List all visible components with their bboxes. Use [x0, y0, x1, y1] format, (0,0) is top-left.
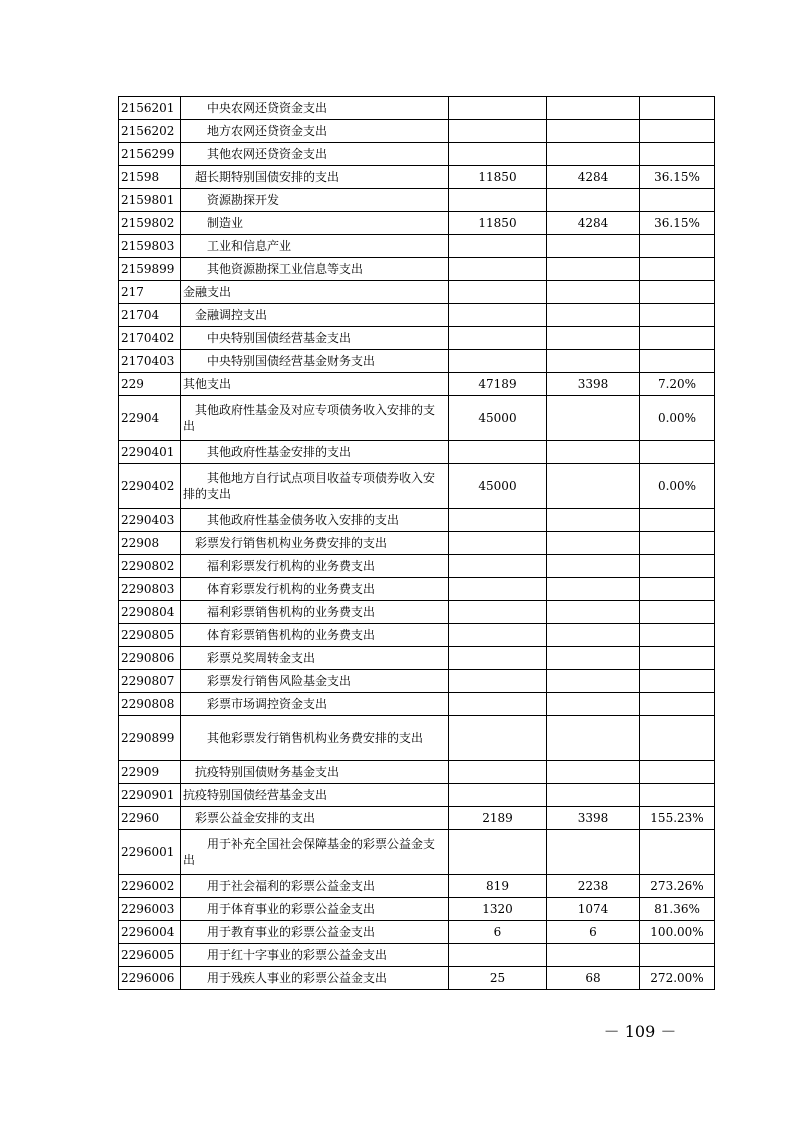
- row-name: 金融支出: [181, 281, 449, 304]
- row-value-c: 100.00%: [640, 921, 715, 944]
- row-name: 其他政府性基金安排的支出: [181, 441, 449, 464]
- row-value-b: 3398: [547, 373, 640, 396]
- table-row: [119, 97, 715, 120]
- row-value-c: [640, 281, 715, 304]
- row-value-c: [640, 235, 715, 258]
- row-value-a: [449, 258, 547, 281]
- table-row: [119, 830, 715, 875]
- row-name: 抗疫特别国债经营基金支出: [181, 784, 449, 807]
- row-value-b: 4284: [547, 212, 640, 235]
- row-value-b: [547, 304, 640, 327]
- row-value-c: 155.23%: [640, 807, 715, 830]
- table-row: [119, 327, 715, 350]
- row-value-b: [547, 509, 640, 532]
- table-row: [119, 693, 715, 716]
- table-row: [119, 509, 715, 532]
- row-value-a: [449, 784, 547, 807]
- row-value-a: 11850: [449, 166, 547, 189]
- row-value-a: 6: [449, 921, 547, 944]
- row-name: 彩票市场调控资金支出: [181, 693, 449, 716]
- row-value-c: [640, 716, 715, 761]
- row-value-b: [547, 143, 640, 166]
- row-code: 2290899: [119, 716, 181, 761]
- row-value-a: 11850: [449, 212, 547, 235]
- table-row: [119, 120, 715, 143]
- row-code: 21598: [119, 166, 181, 189]
- row-value-c: [640, 761, 715, 784]
- row-value-b: [547, 97, 640, 120]
- row-value-a: [449, 944, 547, 967]
- row-name: 其他资源勘探工业信息等支出: [181, 258, 449, 281]
- row-value-c: 0.00%: [640, 396, 715, 441]
- page-number: － 109 －: [603, 1022, 677, 1041]
- row-code: 2296002: [119, 875, 181, 898]
- row-name: 福利彩票发行机构的业务费支出: [181, 555, 449, 578]
- table-row: [119, 555, 715, 578]
- row-value-b: [547, 258, 640, 281]
- table-row: [119, 258, 715, 281]
- row-code: 2290402: [119, 464, 181, 509]
- row-name: 用于教育事业的彩票公益金支出: [181, 921, 449, 944]
- row-value-c: [640, 327, 715, 350]
- row-value-b: 6: [547, 921, 640, 944]
- row-value-a: [449, 304, 547, 327]
- row-value-a: [449, 189, 547, 212]
- row-value-b: [547, 601, 640, 624]
- row-code: 2290401: [119, 441, 181, 464]
- row-code: 2290804: [119, 601, 181, 624]
- row-value-c: [640, 143, 715, 166]
- row-code: 2290403: [119, 509, 181, 532]
- row-value-c: [640, 601, 715, 624]
- row-value-a: [449, 120, 547, 143]
- row-value-c: [640, 784, 715, 807]
- row-name: 地方农网还贷资金支出: [181, 120, 449, 143]
- table-row: [119, 189, 715, 212]
- row-code: 2290803: [119, 578, 181, 601]
- row-value-a: 45000: [449, 464, 547, 509]
- row-code: 2296003: [119, 898, 181, 921]
- row-code: 22908: [119, 532, 181, 555]
- row-code: 2290807: [119, 670, 181, 693]
- row-code: 2170402: [119, 327, 181, 350]
- row-code: 217: [119, 281, 181, 304]
- row-code: 2156202: [119, 120, 181, 143]
- table-row: [119, 647, 715, 670]
- row-value-a: 819: [449, 875, 547, 898]
- table-row: [119, 601, 715, 624]
- row-value-c: [640, 258, 715, 281]
- row-value-b: [547, 120, 640, 143]
- row-name: 用于体育事业的彩票公益金支出: [181, 898, 449, 921]
- row-value-c: [640, 830, 715, 875]
- row-value-c: [640, 304, 715, 327]
- row-value-b: [547, 670, 640, 693]
- row-name: 用于社会福利的彩票公益金支出: [181, 875, 449, 898]
- row-value-b: [547, 693, 640, 716]
- row-value-a: 47189: [449, 373, 547, 396]
- row-code: 22904: [119, 396, 181, 441]
- row-code: 2290802: [119, 555, 181, 578]
- row-code: 2296004: [119, 921, 181, 944]
- row-value-a: [449, 601, 547, 624]
- row-name: 中央农网还贷资金支出: [181, 97, 449, 120]
- row-name: 彩票公益金安排的支出: [181, 807, 449, 830]
- row-value-b: [547, 784, 640, 807]
- row-value-a: [449, 830, 547, 875]
- table-row: [119, 578, 715, 601]
- row-value-b: [547, 647, 640, 670]
- row-value-b: [547, 761, 640, 784]
- table-row: [119, 784, 715, 807]
- row-value-a: [449, 143, 547, 166]
- table-row: [119, 875, 715, 898]
- row-code: 2156299: [119, 143, 181, 166]
- row-value-b: [547, 350, 640, 373]
- row-code: 2290805: [119, 624, 181, 647]
- row-name: 其他政府性基金及对应专项债务收入安排的支出: [181, 396, 449, 441]
- table-row: [119, 441, 715, 464]
- row-value-b: 4284: [547, 166, 640, 189]
- row-value-a: [449, 647, 547, 670]
- row-value-b: [547, 716, 640, 761]
- row-value-b: [547, 396, 640, 441]
- row-value-b: [547, 555, 640, 578]
- row-value-b: 68: [547, 967, 640, 990]
- table-row: [119, 235, 715, 258]
- row-code: 229: [119, 373, 181, 396]
- row-name: 彩票兑奖周转金支出: [181, 647, 449, 670]
- row-code: 2156201: [119, 97, 181, 120]
- row-value-c: [640, 693, 715, 716]
- row-value-a: [449, 761, 547, 784]
- table-row: [119, 716, 715, 761]
- row-code: 2290806: [119, 647, 181, 670]
- row-value-c: 7.20%: [640, 373, 715, 396]
- row-value-b: [547, 464, 640, 509]
- row-name: 彩票发行销售机构业务费安排的支出: [181, 532, 449, 555]
- row-name: 中央特别国债经营基金支出: [181, 327, 449, 350]
- row-value-a: 45000: [449, 396, 547, 441]
- row-value-a: [449, 716, 547, 761]
- row-value-a: 25: [449, 967, 547, 990]
- row-value-c: [640, 189, 715, 212]
- row-value-b: 3398: [547, 807, 640, 830]
- row-value-a: [449, 235, 547, 258]
- table-row: [119, 166, 715, 189]
- row-code: 2296005: [119, 944, 181, 967]
- table-row: [119, 944, 715, 967]
- row-value-c: [640, 578, 715, 601]
- table-row: [119, 761, 715, 784]
- row-code: 21704: [119, 304, 181, 327]
- row-name: 制造业: [181, 212, 449, 235]
- row-value-c: [640, 532, 715, 555]
- row-value-c: 272.00%: [640, 967, 715, 990]
- row-code: 2296001: [119, 830, 181, 875]
- table-row: [119, 532, 715, 555]
- row-name: 其他农网还贷资金支出: [181, 143, 449, 166]
- table-row: [119, 373, 715, 396]
- row-name: 福利彩票销售机构的业务费支出: [181, 601, 449, 624]
- row-value-b: 2238: [547, 875, 640, 898]
- row-value-c: 273.26%: [640, 875, 715, 898]
- row-value-b: [547, 189, 640, 212]
- table-row: [119, 350, 715, 373]
- row-value-c: [640, 97, 715, 120]
- row-value-c: 36.15%: [640, 166, 715, 189]
- table-row: [119, 807, 715, 830]
- row-value-b: [547, 327, 640, 350]
- row-code: 2159899: [119, 258, 181, 281]
- row-value-c: [640, 120, 715, 143]
- row-code: 22909: [119, 761, 181, 784]
- row-name: 中央特别国债经营基金财务支出: [181, 350, 449, 373]
- row-value-c: [640, 647, 715, 670]
- row-name: 其他地方自行试点项目收益专项债券收入安排的支出: [181, 464, 449, 509]
- row-value-b: 1074: [547, 898, 640, 921]
- row-value-b: [547, 624, 640, 647]
- row-value-a: [449, 509, 547, 532]
- row-value-a: [449, 532, 547, 555]
- table-row: [119, 212, 715, 235]
- table-row: [119, 921, 715, 944]
- row-name: 金融调控支出: [181, 304, 449, 327]
- row-value-a: 2189: [449, 807, 547, 830]
- row-code: 2159801: [119, 189, 181, 212]
- row-value-c: [640, 624, 715, 647]
- row-value-c: [640, 350, 715, 373]
- table-row: [119, 281, 715, 304]
- row-value-a: [449, 441, 547, 464]
- table-row: [119, 143, 715, 166]
- row-value-b: [547, 944, 640, 967]
- table-row: [119, 464, 715, 509]
- row-value-b: [547, 281, 640, 304]
- table-row: [119, 967, 715, 990]
- row-name: 体育彩票发行机构的业务费支出: [181, 578, 449, 601]
- row-value-c: [640, 944, 715, 967]
- expenditure-table: [118, 96, 715, 990]
- row-value-a: [449, 327, 547, 350]
- row-code: 2159802: [119, 212, 181, 235]
- row-value-a: [449, 670, 547, 693]
- table-row: [119, 396, 715, 441]
- row-name: 用于红十字事业的彩票公益金支出: [181, 944, 449, 967]
- row-code: 22960: [119, 807, 181, 830]
- row-code: 2170403: [119, 350, 181, 373]
- row-name: 用于补充全国社会保障基金的彩票公益金支出: [181, 830, 449, 875]
- table-row: [119, 304, 715, 327]
- row-value-c: 81.36%: [640, 898, 715, 921]
- row-name: 工业和信息产业: [181, 235, 449, 258]
- row-value-c: 0.00%: [640, 464, 715, 509]
- row-name: 其他支出: [181, 373, 449, 396]
- row-name: 其他彩票发行销售机构业务费安排的支出: [181, 716, 449, 761]
- row-code: 2159803: [119, 235, 181, 258]
- row-value-a: [449, 350, 547, 373]
- row-name: 其他政府性基金债务收入安排的支出: [181, 509, 449, 532]
- row-value-c: [640, 441, 715, 464]
- row-code: 2290901: [119, 784, 181, 807]
- row-value-a: 1320: [449, 898, 547, 921]
- row-value-b: [547, 578, 640, 601]
- row-name: 资源勘探开发: [181, 189, 449, 212]
- row-value-b: [547, 532, 640, 555]
- row-value-a: [449, 97, 547, 120]
- row-value-c: 36.15%: [640, 212, 715, 235]
- row-name: 抗疫特别国债财务基金支出: [181, 761, 449, 784]
- row-name: 超长期特别国债安排的支出: [181, 166, 449, 189]
- row-name: 彩票发行销售风险基金支出: [181, 670, 449, 693]
- row-value-c: [640, 555, 715, 578]
- row-value-a: [449, 624, 547, 647]
- row-code: 2296006: [119, 967, 181, 990]
- table-row: [119, 624, 715, 647]
- row-value-a: [449, 693, 547, 716]
- row-value-c: [640, 509, 715, 532]
- row-value-b: [547, 235, 640, 258]
- row-value-a: [449, 555, 547, 578]
- row-name: 用于残疾人事业的彩票公益金支出: [181, 967, 449, 990]
- row-name: 体育彩票销售机构的业务费支出: [181, 624, 449, 647]
- row-value-b: [547, 441, 640, 464]
- table-row: [119, 670, 715, 693]
- row-value-a: [449, 281, 547, 304]
- row-value-a: [449, 578, 547, 601]
- row-code: 2290808: [119, 693, 181, 716]
- row-value-c: [640, 670, 715, 693]
- table-row: [119, 898, 715, 921]
- row-value-b: [547, 830, 640, 875]
